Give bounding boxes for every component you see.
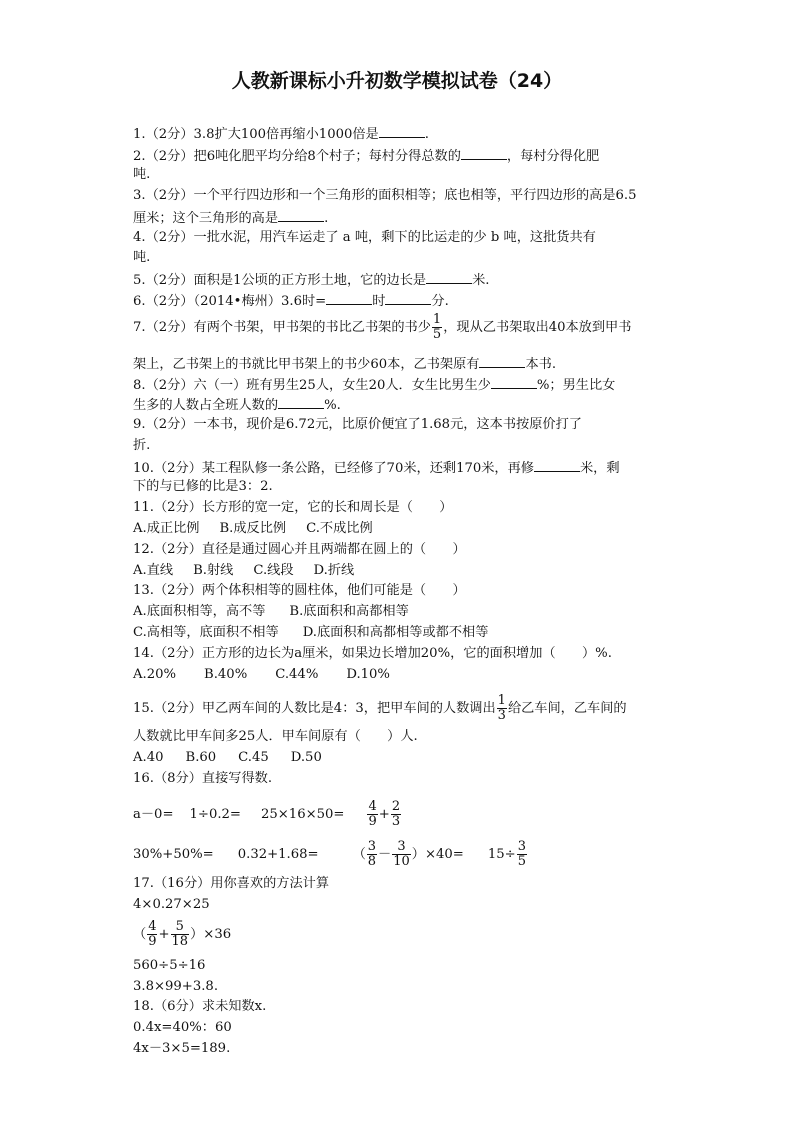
q15-options bbox=[133, 750, 322, 766]
q4-text: 4.（2分）一批水泥，用汽车运走了 a 吨，剩下的比运走的少 b 吨，这批货共有 bbox=[133, 230, 596, 245]
fraction bbox=[367, 840, 377, 869]
fraction bbox=[367, 800, 377, 829]
question-7 bbox=[133, 313, 631, 342]
denominator: 18 bbox=[171, 934, 189, 949]
paren: （ bbox=[133, 927, 147, 942]
calc-item: 30%+50%= bbox=[133, 847, 214, 862]
denominator: 9 bbox=[368, 814, 377, 829]
question-12 bbox=[133, 542, 466, 558]
question-9-cont bbox=[133, 438, 150, 454]
q16-row-2 bbox=[133, 840, 528, 869]
numerator: 1 bbox=[432, 312, 442, 327]
q2-text: 2.（2分）把6吨化肥平均分给8个村子；每村分得总数的 bbox=[133, 149, 461, 164]
operator: － bbox=[378, 847, 392, 862]
q8-text-3: 生多的人数占全班人数的 bbox=[133, 398, 279, 413]
question-3 bbox=[133, 188, 637, 204]
q6-end: 分. bbox=[431, 294, 449, 309]
question-10 bbox=[133, 459, 620, 477]
option-c[interactable]: C.45 bbox=[238, 750, 269, 765]
question-8-cont bbox=[133, 396, 341, 414]
q17-line-3 bbox=[133, 958, 205, 974]
q1-text: 1.（2分）3.8扩大100倍再缩小1000倍是 bbox=[133, 127, 379, 142]
calc-item: 25×16×50= bbox=[260, 807, 345, 822]
fraction bbox=[497, 694, 507, 723]
q5-text: 5.（2分）面积是1公顷的正方形土地，它的边长是 bbox=[133, 273, 427, 288]
calc-item: 560÷5÷16 bbox=[133, 958, 206, 973]
option-a[interactable]: A.20% bbox=[133, 667, 177, 682]
q18-text: 18.（6分）求未知数x. bbox=[133, 999, 267, 1014]
q7-end: 本书. bbox=[525, 357, 557, 372]
q2-text-2: ，每村分得化肥 bbox=[506, 149, 600, 164]
q16-text: 16.（8分）直接写得数. bbox=[133, 771, 273, 786]
q3-text: 3.（2分）一个平行四边形和一个三角形的面积相等；底也相等，平行四边形的高是6.5 bbox=[133, 188, 637, 203]
calc-item: 0.32+1.68= bbox=[237, 847, 319, 862]
q7-text-3: 架上，乙书架上的书就比甲书架上的书少60本，乙书架原有 bbox=[133, 357, 480, 372]
question-13 bbox=[133, 583, 466, 599]
question-7-cont bbox=[133, 355, 556, 373]
q13-options-1 bbox=[133, 604, 409, 620]
option-c[interactable]: C.不成比例 bbox=[306, 521, 373, 536]
q10-text: 10.（2分）某工程队修一条公路，已经修了70米，还剩170米，再修 bbox=[133, 461, 534, 476]
answer-blank[interactable] bbox=[379, 125, 425, 138]
calc-item: 0.4x=40%：60 bbox=[133, 1020, 232, 1035]
answer-blank[interactable] bbox=[326, 292, 372, 305]
q14-text: 14.（2分）正方形的边长为a厘米，如果边长增加20%，它的面积增加（ ）%. bbox=[133, 646, 612, 661]
q17-text: 17.（16分）用你喜欢的方法计算 bbox=[133, 876, 330, 891]
fraction bbox=[147, 920, 157, 949]
q12-options bbox=[133, 563, 354, 579]
numerator: 5 bbox=[171, 920, 190, 935]
calc-item: a－0= bbox=[133, 807, 174, 822]
denominator: 3 bbox=[391, 814, 401, 829]
q18-line-1 bbox=[133, 1020, 232, 1036]
calc-item: 3.8×99+3.8. bbox=[133, 979, 219, 994]
question-4-cont bbox=[133, 250, 150, 266]
option-c[interactable]: C.高相等，底面积不相等 bbox=[133, 625, 279, 640]
option-d[interactable]: D.折线 bbox=[313, 563, 355, 578]
question-15-cont bbox=[133, 729, 418, 745]
option-d[interactable]: D.50 bbox=[290, 750, 322, 765]
q17-line-2 bbox=[133, 920, 231, 949]
q12-text: 12.（2分）直径是通过圆心并且两端都在圆上的（ ） bbox=[133, 542, 466, 557]
answer-blank[interactable] bbox=[461, 147, 507, 160]
q4-text-2: 吨. bbox=[133, 250, 151, 265]
option-b[interactable]: B.射线 bbox=[193, 563, 234, 578]
numerator: 4 bbox=[368, 799, 377, 814]
q10-text-2: 米，剩 bbox=[580, 461, 620, 476]
q9-text-2: 折. bbox=[133, 438, 151, 453]
q17-line-1 bbox=[133, 897, 210, 913]
q3-end: . bbox=[324, 211, 329, 226]
question-9 bbox=[133, 417, 582, 433]
denominator: 5 bbox=[432, 327, 442, 342]
q17-line-4 bbox=[133, 979, 218, 995]
calc-item: 4×0.27×25 bbox=[133, 897, 210, 912]
paren: ）×36 bbox=[190, 927, 232, 942]
q8-text: 8.（2分）六（一）班有男生25人，女生20人．女生比男生少 bbox=[133, 378, 491, 393]
option-c[interactable]: C.44% bbox=[275, 667, 319, 682]
option-a[interactable]: A.40 bbox=[133, 750, 164, 765]
question-8 bbox=[133, 376, 615, 394]
answer-blank[interactable] bbox=[479, 355, 525, 368]
paren: ）×40= bbox=[411, 847, 464, 862]
q8-text-2: %；男生比女 bbox=[536, 378, 616, 393]
operator: + bbox=[378, 807, 390, 822]
answer-blank[interactable] bbox=[385, 292, 431, 305]
option-a[interactable]: A.成正比例 bbox=[133, 521, 200, 536]
question-14 bbox=[133, 646, 612, 662]
question-4 bbox=[133, 230, 596, 246]
q11-text: 11.（2分）长方形的宽一定，它的长和周长是（ ） bbox=[133, 500, 453, 515]
option-a[interactable]: A.直线 bbox=[133, 563, 174, 578]
question-10-cont bbox=[133, 479, 273, 495]
calc-item: 15÷ bbox=[487, 847, 516, 862]
denominator: 9 bbox=[148, 934, 157, 949]
option-b[interactable]: B.成反比例 bbox=[219, 521, 287, 536]
fraction bbox=[171, 920, 190, 949]
q6-text: 6.（2分）（2014•梅州）3.6时= bbox=[133, 294, 327, 309]
question-3-cont bbox=[133, 209, 328, 227]
operator: + bbox=[158, 927, 170, 942]
q15-text-2: 给乙车间，乙车间的 bbox=[507, 701, 627, 716]
question-18 bbox=[133, 999, 266, 1015]
question-1 bbox=[133, 125, 429, 143]
q14-options bbox=[133, 667, 390, 683]
option-b[interactable]: B.60 bbox=[185, 750, 217, 765]
q3-text-2: 厘米；这个三角形的高是 bbox=[133, 211, 279, 226]
q9-text: 9.（2分）一本书，现价是6.72元，比原价便宜了1.68元，这本书按原价打了 bbox=[133, 417, 582, 432]
q2-text-3: 吨. bbox=[133, 167, 151, 182]
denominator: 8 bbox=[367, 854, 377, 869]
answer-blank[interactable] bbox=[278, 209, 324, 222]
numerator: 4 bbox=[148, 919, 157, 934]
answer-blank[interactable] bbox=[534, 459, 580, 472]
numerator: 3 bbox=[517, 839, 526, 854]
question-17 bbox=[133, 876, 329, 892]
question-2 bbox=[133, 147, 599, 165]
fraction bbox=[517, 840, 527, 869]
q13-text: 13.（2分）两个体积相等的圆柱体，他们可能是（ ） bbox=[133, 583, 466, 598]
q15-text: 15.（2分）甲乙两车间的人数比是4：3，把甲车间的人数调出 bbox=[133, 701, 496, 716]
answer-blank[interactable] bbox=[491, 376, 537, 389]
denominator: 5 bbox=[517, 854, 526, 869]
option-a[interactable]: A.底面积相等，高不等 bbox=[133, 604, 266, 619]
question-5 bbox=[133, 271, 490, 289]
answer-blank[interactable] bbox=[426, 271, 472, 284]
q16-row-1 bbox=[133, 800, 402, 829]
option-d[interactable]: D.底面积和高都相等或都不相等 bbox=[302, 625, 489, 640]
fraction bbox=[432, 313, 442, 342]
q7-text: 7.（2分）有两个书架，甲书架的书比乙书架的书少 bbox=[133, 320, 431, 335]
q13-options-2 bbox=[133, 625, 488, 641]
numerator: 2 bbox=[391, 799, 401, 814]
numerator: 3 bbox=[392, 840, 411, 855]
fraction bbox=[392, 840, 411, 869]
fraction bbox=[391, 800, 401, 829]
q11-options bbox=[133, 521, 373, 537]
q5-end: 米. bbox=[472, 273, 490, 288]
page-title: 人教新课标小升初数学模拟试卷（24） bbox=[231, 70, 563, 92]
question-2-cont bbox=[133, 167, 150, 183]
option-b[interactable]: B.40% bbox=[204, 667, 248, 682]
q1-end: . bbox=[424, 127, 429, 142]
question-6 bbox=[133, 292, 449, 310]
question-11 bbox=[133, 500, 453, 516]
q18-line-2 bbox=[133, 1041, 230, 1057]
q7-text-2: ，现从乙书架取出40本放到甲书 bbox=[443, 320, 632, 335]
answer-blank[interactable] bbox=[278, 396, 324, 409]
denominator: 10 bbox=[393, 854, 410, 869]
option-b[interactable]: B.底面积和高都相等 bbox=[289, 604, 409, 619]
question-16 bbox=[133, 771, 272, 787]
calc-item: 1÷0.2= bbox=[189, 807, 241, 822]
q8-end: %. bbox=[324, 398, 341, 413]
numerator: 1 bbox=[497, 693, 506, 708]
denominator: 3 bbox=[497, 708, 506, 723]
q6-text-2: 时 bbox=[372, 294, 386, 309]
q10-text-3: 下的与已修的比是3：2. bbox=[133, 479, 273, 494]
paren: （ bbox=[352, 847, 366, 862]
option-c[interactable]: C.线段 bbox=[253, 563, 294, 578]
q15-text-3: 人数就比甲车间多25人．甲车间原有（ ）人. bbox=[133, 729, 418, 744]
option-d[interactable]: D.10% bbox=[346, 667, 390, 682]
question-15 bbox=[133, 694, 627, 723]
numerator: 3 bbox=[367, 839, 377, 854]
calc-item: 4x－3×5=189. bbox=[133, 1041, 231, 1056]
